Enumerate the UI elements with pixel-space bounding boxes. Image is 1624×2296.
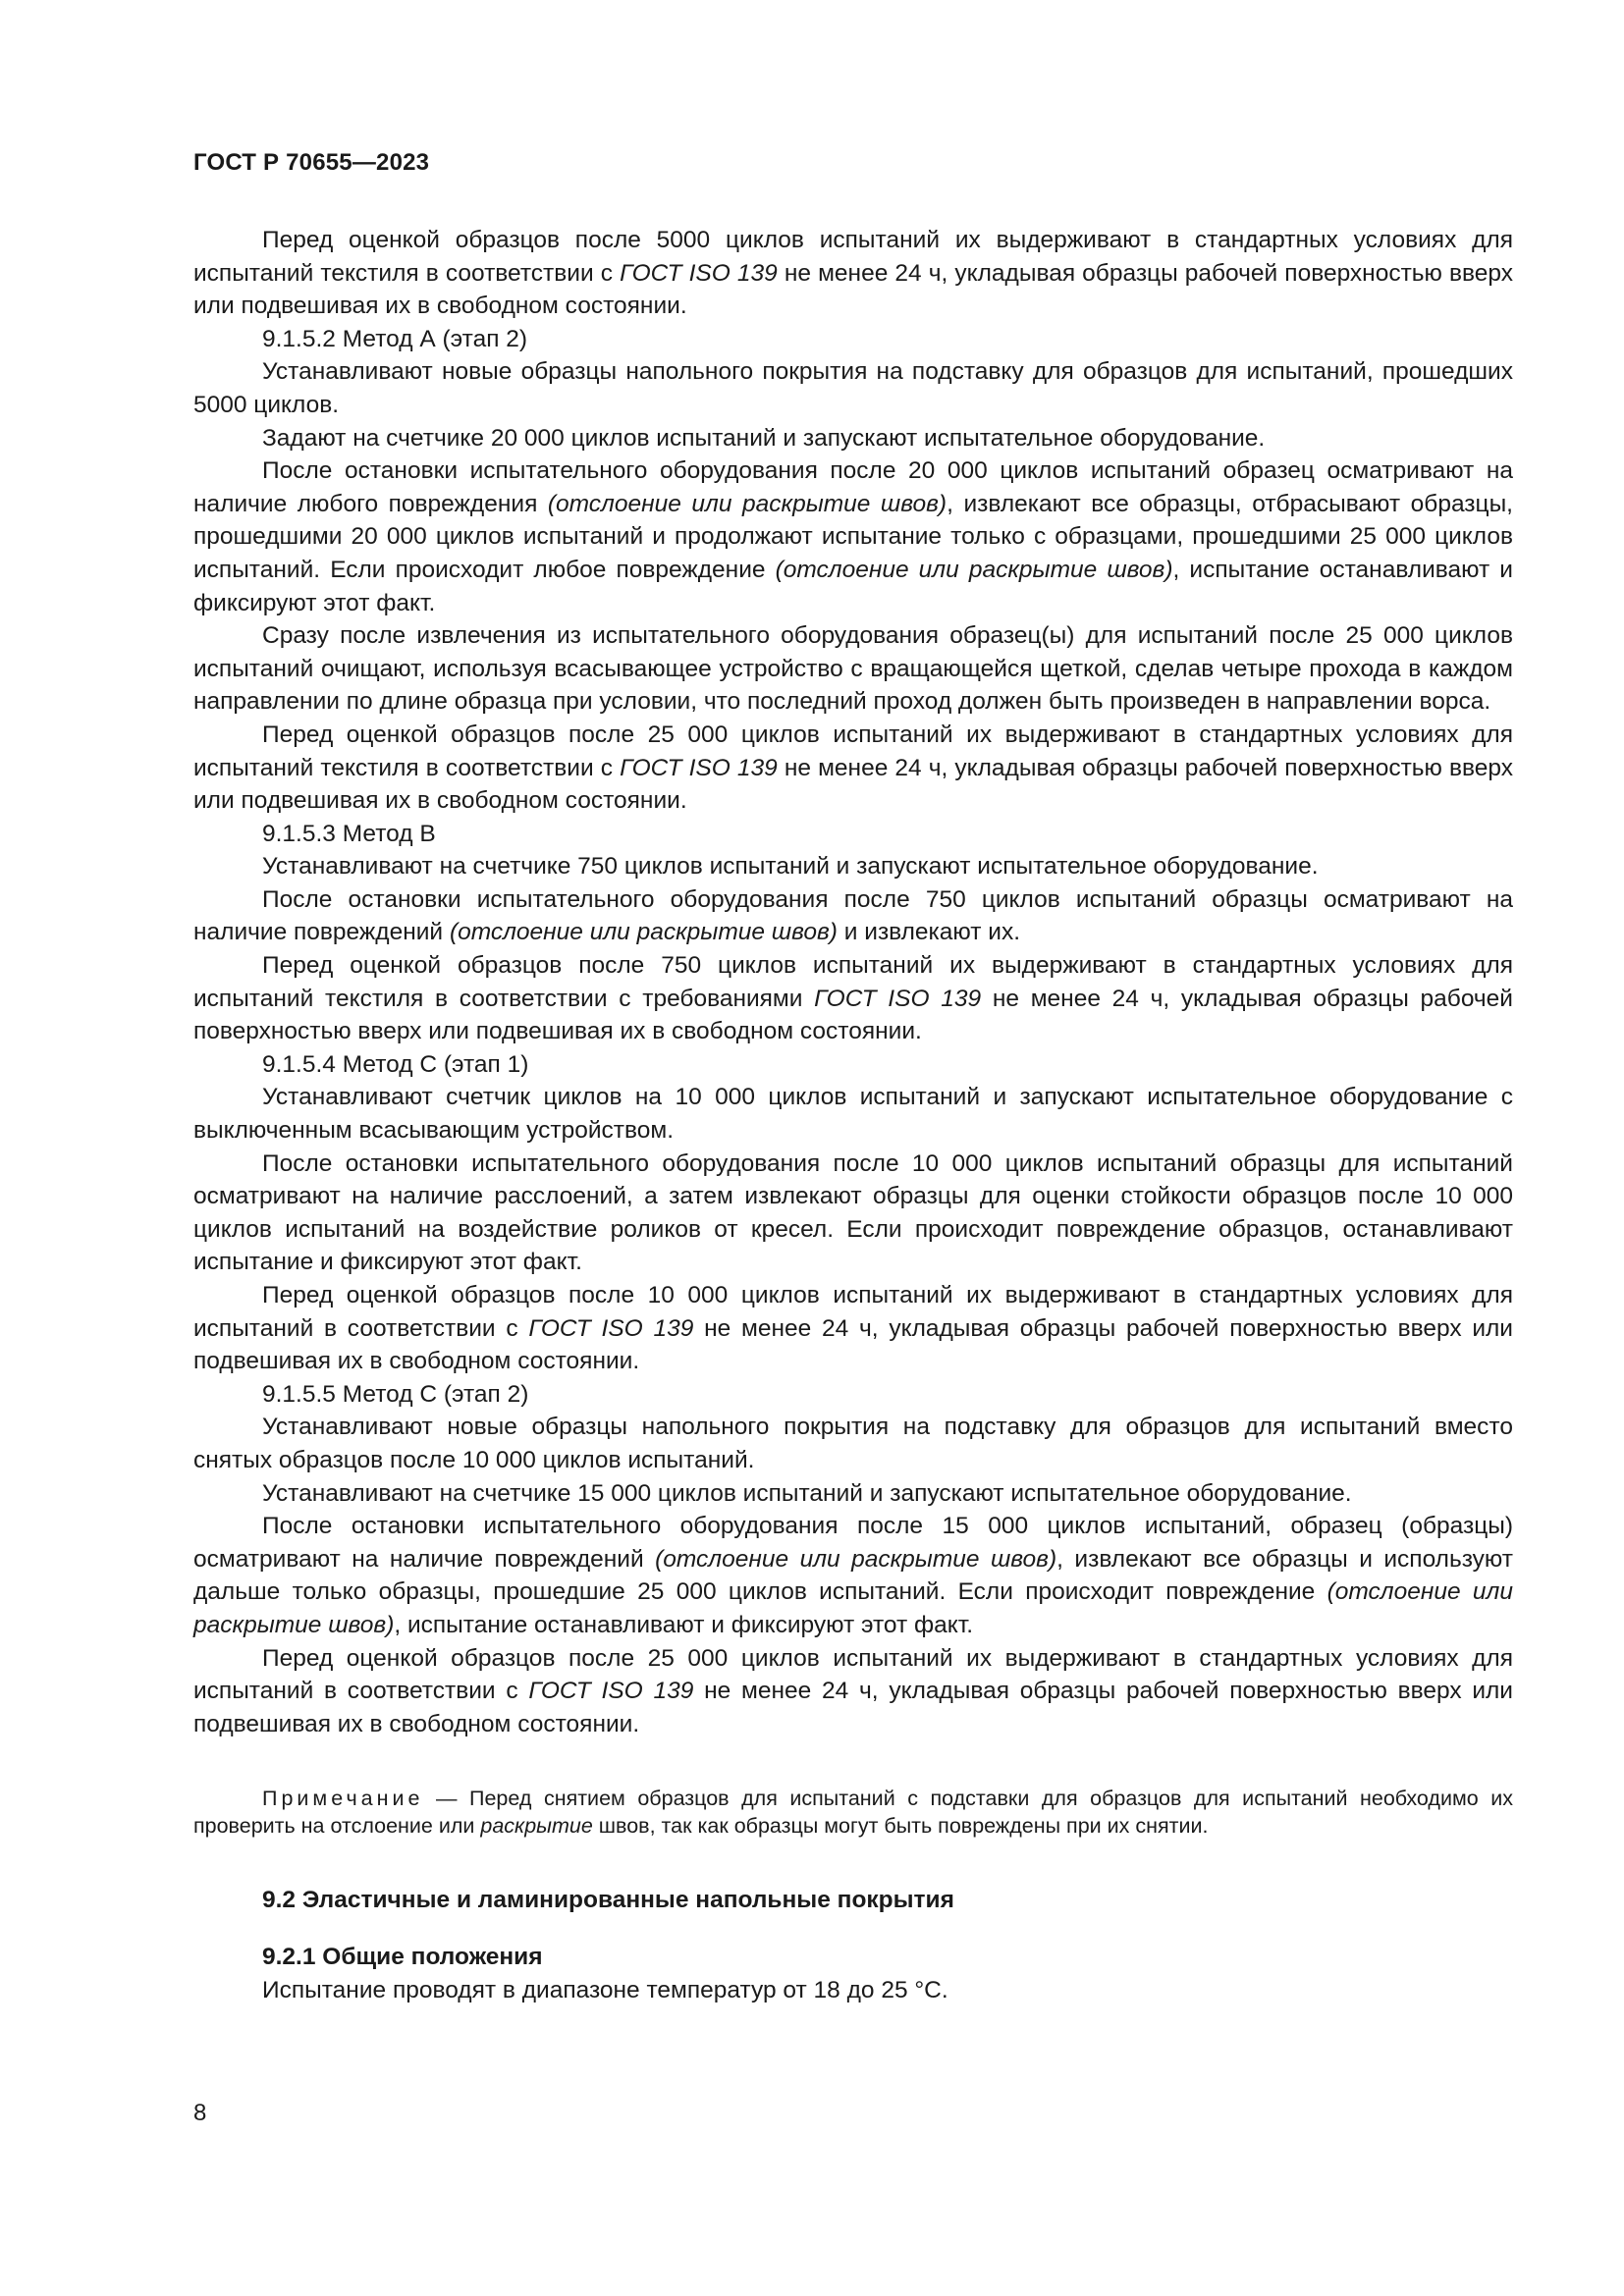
subsection-heading: 9.1.5.5 Метод С (этап 2) [262, 1380, 529, 1408]
paragraph: После остановки испытательного оборудования после 20 000 циклов испытаний образец осматривают на наличие любого повреждения (отслоение или раскрытие швов), извлекают все образцы, отбрасывают образцы, прошедшими 20 000 циклов испытаний и продолжают испытание только с образцами, прошедшими 25 000 циклов испытаний. Если происходит любое повреждение (отслоение или раскрытие швов), испытание останавливают и фиксируют этот факт. [193, 457, 1513, 616]
page-number: 8 [193, 2100, 207, 2126]
subsection-heading: 9.2.1 Общие положения [262, 1944, 543, 1970]
note-label: Примечание [262, 1787, 424, 1810]
paragraph: Перед оценкой образцов после 25 000 циклов испытаний их выдерживают в стандартных условиях для испытаний текстиля в соответствии с ГОСТ ISO 139 не менее 24 ч, укладывая образцы рабочей поверхностью вверх или подвешивая их в свободном состоянии. [193, 721, 1513, 815]
paragraph: Устанавливают на счетчике 15 000 циклов испытаний и запускают испытательное оборудование. [262, 1479, 1352, 1507]
paragraph: После остановки испытательного оборудования после 750 циклов испытаний образцы осматривают на наличие повреждений (отслоение или раскрытие швов) и извлекают их. [193, 885, 1513, 946]
paragraph: После остановки испытательного оборудования после 10 000 циклов испытаний образцы для испытаний осматривают на наличие расслоений, а затем извлекают образцы для оценки стойкости образцов после 10 000 циклов испытаний на воздействие роликов от кресел. Если происходит повреждение образцов, останавливают испытание и фиксируют этот факт. [193, 1149, 1513, 1276]
document-body [193, 224, 1513, 1740]
paragraph: Устанавливают на счетчике 750 циклов испытаний и запускают испытательное оборудование. [262, 853, 1319, 881]
paragraph: Устанавливают счетчик циклов на 10 000 циклов испытаний и запускают испытательное оборудование с выключенным всасывающим устройством. [193, 1084, 1513, 1145]
paragraph: Задают на счетчике 20 000 циклов испытаний и запускают испытательное оборудование. [262, 424, 1266, 452]
paragraph: Перед оценкой образцов после 750 циклов испытаний их выдерживают в стандартных условиях для испытаний текстиля в соответствии с требованиями ГОСТ ISO 139 не менее 24 ч, укладывая образцы рабочей поверхностью вверх или подвешивая их в свободном состоянии. [193, 952, 1513, 1045]
note: Примечание — Перед снятием образцов для испытаний с подставки для образцов для испытаний необходимо их проверить на отслоение или раскрытие швов, так как образцы могут быть повреждены при их снятии. [193, 1787, 1513, 1838]
document-header: ГОСТ Р 70655—2023 [193, 149, 430, 176]
paragraph: Перед оценкой образцов после 10 000 циклов испытаний их выдерживают в стандартных условиях для испытаний в соответствии с ГОСТ ISO 139 не менее 24 ч, укладывая образцы рабочей поверхностью вверх или подвешивая их в свободном состоянии. [193, 1282, 1513, 1375]
paragraph: После остановки испытательного оборудования после 15 000 циклов испытаний, образец (образцы) осматривают на наличие повреждений (отслоение или раскрытие швов), извлекают все образцы и используют дальше только образцы, прошедшие 25 000 циклов испытаний. Если происходит повреждение (отслоение или раскрытие швов), испытание останавливают и фиксируют этот факт. [193, 1513, 1513, 1638]
subsection-heading: 9.1.5.3 Метод В [262, 820, 436, 847]
subsection-heading: 9.1.5.2 Метод А (этап 2) [262, 325, 528, 352]
subsection-heading: 9.1.5.4 Метод С (этап 1) [262, 1050, 529, 1078]
paragraph: Перед оценкой образцов после 5000 циклов испытаний их выдерживают в стандартных условиях для испытаний текстиля в соответствии с ГОСТ ISO 139 не менее 24 ч, укладывая образцы рабочей поверхностью вверх или подвешивая их в свободном состоянии. [193, 227, 1513, 320]
paragraph: Сразу после извлечения из испытательного оборудования образец(ы) для испытаний после 25 000 циклов испытаний очищают, используя всасывающее устройство с вращающейся щеткой, сделав четыре прохода в каждом направлении по длине образца при условии, что последний проход должен быть произведен в направлении ворса. [193, 622, 1513, 716]
paragraph: Перед оценкой образцов после 25 000 циклов испытаний их выдерживают в стандартных условиях для испытаний в соответствии с ГОСТ ISO 139 не менее 24 ч, укладывая образцы рабочей поверхностью вверх или подвешивая их в свободном состоянии. [193, 1644, 1513, 1737]
paragraph: Устанавливают новые образцы напольного покрытия на подставку для образцов для испытаний вместо снятых образцов после 10 000 циклов испытаний. [193, 1414, 1513, 1473]
section-heading: 9.2 Эластичные и ламинированные напольные покрытия [262, 1887, 954, 1913]
paragraph: Устанавливают новые образцы напольного покрытия на подставку для образцов для испытаний, прошедших 5000 циклов. [193, 358, 1513, 418]
paragraph: Испытание проводят в диапазоне температур от 18 до 25 °C. [262, 1977, 948, 2003]
